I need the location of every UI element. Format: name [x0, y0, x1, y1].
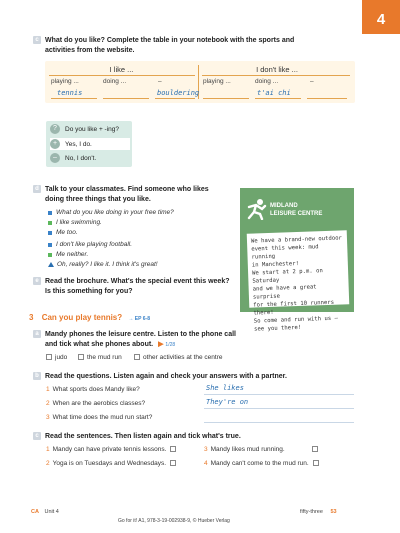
answer-1[interactable]: She likes	[206, 384, 244, 392]
dialog-line: Me neither.	[48, 251, 88, 258]
sentence-2[interactable]: 2 Yoga is on Tuesdays and Wednesdays.	[46, 460, 179, 467]
footer-right: fifty-three 53	[300, 509, 337, 515]
section-3b-instruction: b Read the questions. Listen again and check your answers with a partner.	[33, 372, 363, 382]
phrase-no	[50, 152, 130, 164]
entry-tai-chi: t'ai chi	[257, 89, 291, 97]
section-letter-e: e	[33, 277, 41, 285]
audio-track: 1/28	[165, 342, 176, 348]
question-3: 3 What time does the mud run start?	[46, 414, 153, 421]
phrase-yes-text: Yes, I do.	[65, 140, 92, 148]
section-c-instruction	[33, 36, 353, 56]
col-dash-dislike: –	[310, 78, 314, 85]
section-3c-instruction: c Read the sentences. Then listen again and tick what's true.	[33, 432, 363, 442]
col-doing-dislike: doing ...	[255, 78, 279, 85]
minus-icon: –	[50, 153, 60, 163]
sentence-3[interactable]: 3 Mandy likes mud running.	[204, 446, 321, 453]
sec-d-line2: doing three things that you like.	[45, 196, 151, 203]
entry-tennis: tennis	[57, 89, 83, 97]
question-icon: ?	[50, 124, 60, 134]
answer-2[interactable]: They're on	[206, 398, 249, 406]
question-2: 2 When are the aerobics classes?	[46, 400, 146, 407]
sec-e-line1: Read the brochure. What's the special event this week?	[45, 278, 230, 285]
checkbox[interactable]	[312, 446, 318, 452]
page-tab-number: 4	[376, 11, 386, 28]
section-letter-c: c	[33, 36, 41, 44]
like-dislike-table	[45, 61, 355, 103]
brochure-title: MIDLAND LEISURE CENTRE	[270, 203, 323, 217]
leisure-centre-brochure	[240, 188, 354, 333]
exercise-ref: → EP 6-8	[128, 316, 150, 322]
page-tab	[362, 0, 400, 34]
checkbox[interactable]	[78, 354, 84, 360]
sec-e-line2: Is this something for you?	[45, 288, 133, 295]
plus-icon: +	[50, 139, 60, 149]
option-mud-run[interactable]: the mud run	[78, 354, 122, 361]
checkbox[interactable]	[134, 354, 140, 360]
section-letter-a: a	[33, 330, 41, 338]
section-letter-d: d	[33, 185, 41, 193]
dialog-line: Me too.	[48, 229, 78, 236]
phrase-yes	[50, 138, 130, 150]
phrase-question	[50, 123, 130, 135]
dialog-line: Oh, really? I like it. I think it's great!	[48, 261, 158, 268]
phrase-box	[46, 121, 132, 167]
section-e-instruction	[33, 277, 238, 297]
sentence-4[interactable]: 4 Mandy can't come to the mud run.	[204, 460, 322, 467]
sec-c-line1: What do you like? Complete the table in your notebook with the sports and	[45, 37, 295, 44]
dialog-line: I don't like playing football.	[48, 241, 132, 248]
checkbox[interactable]	[170, 446, 176, 452]
checkbox[interactable]	[313, 460, 319, 466]
dialog-line: What do you like doing in your free time?	[48, 209, 174, 216]
option-judo[interactable]: judo	[46, 354, 67, 361]
section-letter-c2: c	[33, 432, 41, 440]
checkbox[interactable]	[170, 460, 176, 466]
phrase-no-text: No, I don't.	[65, 154, 97, 162]
section-d-instruction	[33, 185, 233, 205]
col-playing-dislike: playing ...	[203, 78, 231, 85]
sec-d-line1: Talk to your classmates. Find someone who likes	[45, 186, 209, 193]
footer-center: Go for it! A1, 978-3-19-002938-9, © Hueber Verlag	[118, 518, 230, 524]
col-playing-like: playing ...	[51, 78, 79, 85]
section-title: Can you play tennis?	[41, 313, 123, 322]
option-other[interactable]: other activities at the centre	[134, 354, 223, 361]
brochure-text: We have a brand-new outdoor event this week: mud running in Manchester! We start at 2 p.m. on Saturday and we have a great surprise for the first 10 runners there! So come and run with us – see you there!	[247, 230, 350, 307]
sentence-1[interactable]: 1 Mandy can have private tennis lessons.	[46, 446, 179, 453]
audio-play-icon[interactable]: ▶	[158, 341, 164, 348]
dislike-header: I don't like ...	[256, 65, 298, 74]
runner-logo-icon	[246, 198, 268, 220]
section-letter-b: b	[33, 372, 41, 380]
entry-bouldering: bouldering	[157, 89, 200, 97]
sec-c-line2: activities from the website.	[45, 47, 135, 54]
section-3-heading	[29, 313, 150, 322]
col-dash-like: –	[158, 78, 162, 85]
question-1: 1 What sports does Mandy like?	[46, 386, 140, 393]
dialog-line: I like swimming.	[48, 219, 102, 226]
section-number: 3	[29, 313, 34, 322]
section-3a-instruction: a Mandy phones the leisure centre. Listen to the phone call and tick what she phones about. ▶ 1/28	[33, 330, 353, 350]
like-header: I like ...	[109, 65, 134, 74]
footer-left: CA Unit 4	[31, 509, 59, 515]
col-doing-like: doing ...	[103, 78, 127, 85]
phrase-question-text: Do you like + -ing?	[65, 125, 120, 133]
checkbox[interactable]	[46, 354, 52, 360]
